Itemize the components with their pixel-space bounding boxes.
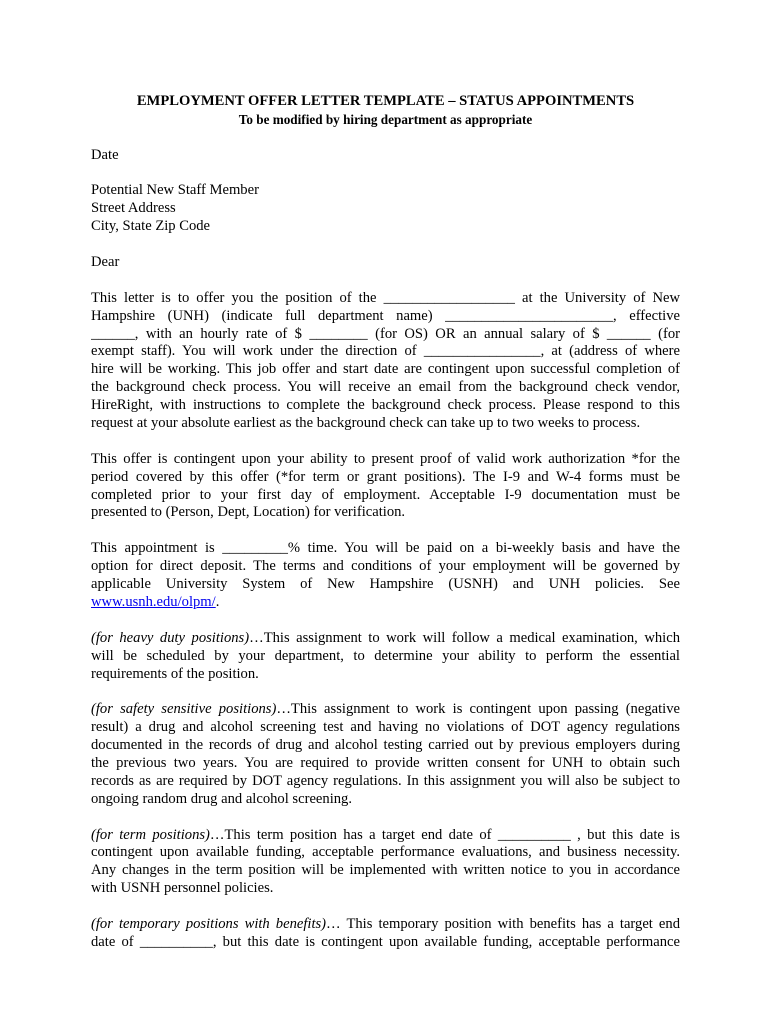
text-line [91, 737, 680, 755]
text-line [91, 576, 680, 594]
text-line [91, 827, 680, 845]
recipient-address [91, 182, 680, 236]
text-line [91, 290, 680, 308]
line-text: presented to (Person, Dept, Location) for verification. [91, 504, 406, 521]
line-text: the previous two years. You are required to provide written consent for UNH to obtain such [91, 754, 680, 771]
text-line [91, 934, 680, 952]
text-line [91, 343, 680, 361]
text-line [91, 540, 680, 558]
line-text: Any changes in the term position will be implemented with written notice to you in accordance [91, 862, 680, 879]
line-text: Hampshire (UNH) (indicate full department name) _______________________, effective [91, 307, 680, 324]
document-title: EMPLOYMENT OFFER LETTER TEMPLATE – STATUS APPOINTMENTS [136, 93, 635, 109]
line-text: option for direct deposit. The terms and conditions of your employment will be governed by [91, 558, 680, 575]
text-line [91, 308, 680, 326]
text-line [91, 791, 680, 809]
line-text: result) a drug and alcohol screening test and having no violations of DOT agency regulations [91, 719, 680, 736]
temporary-benefits-paragraph [91, 916, 680, 952]
line-text: . [215, 593, 220, 610]
address-line: Street Address [91, 200, 176, 217]
text-line [91, 844, 680, 862]
document-subtitle: To be modified by hiring department as appropriate [238, 111, 533, 127]
line-text: with USNH personnel policies. [91, 880, 274, 897]
italic-lead: (for term positions) [91, 826, 210, 843]
italic-lead: (for temporary positions with benefits) [91, 915, 327, 932]
line-text: HireRight, with instructions to complete the background check process. Please respond to this [91, 397, 680, 414]
line-text: contingent upon available funding, acceptable performance evaluations, and business necessity. [91, 844, 680, 861]
text-line [91, 469, 680, 487]
line-text: … This temporary position with benefits has a target end [326, 915, 680, 932]
salutation: Dear [91, 254, 120, 271]
line-text: ______, with an hourly rate of $ ________ (for OS) OR an annual salary of $ ______ (for [91, 325, 680, 342]
text-line [91, 773, 680, 791]
safety-sensitive-paragraph [91, 701, 680, 808]
line-text: date of __________, but this date is contingent upon available funding, acceptable performance [91, 933, 680, 950]
text-line [91, 701, 680, 719]
date-line: Date [91, 146, 119, 163]
text-line [91, 451, 680, 469]
line-text: This letter is to offer you the position of the __________________ at the University of New [91, 289, 680, 306]
offer-paragraph [91, 290, 680, 433]
text-line [91, 862, 680, 880]
text-line [91, 755, 680, 773]
text-line [91, 415, 680, 433]
text-line [91, 361, 680, 379]
term-positions-paragraph [91, 827, 680, 899]
line-text: ongoing random drug and alcohol screening. [91, 790, 352, 807]
line-text: This offer is contingent upon your ability to present proof of valid work authorization *for the [91, 450, 680, 467]
line-text: records as are required by DOT agency regulations. In this assignment you will also be subject to [91, 772, 680, 789]
text-line [91, 326, 680, 344]
line-text: exempt staff). You will work under the direction of ________________, at (address of where [91, 343, 680, 360]
line-text: This appointment is _________% time. You will be paid on a bi-weekly basis and have the [91, 540, 680, 557]
text-line [91, 487, 680, 505]
heavy-duty-paragraph [91, 630, 680, 684]
text-line [91, 379, 680, 397]
text-line [91, 594, 680, 612]
usnh-policy-link[interactable]: www.usnh.edu/olpm/ [91, 593, 216, 610]
line-text: requirements of the position. [91, 665, 259, 682]
line-text: request at your absolute earliest as the background check can take up to two weeks to process. [91, 415, 641, 432]
line-text: hire will be working. This job offer and start date are contingent upon successful completion of [91, 361, 680, 378]
text-line [91, 397, 680, 415]
text-line [91, 666, 680, 684]
line-text: …This term position has a target end date of __________ , but this date is [209, 826, 680, 843]
line-text: completed prior to your first day of employment. Acceptable I-9 documentation must be [91, 486, 680, 503]
text-line [91, 504, 680, 522]
work-authorization-paragraph [91, 451, 680, 523]
text-line [91, 880, 680, 898]
line-text: documented in the records of drug and alcohol testing carried out by previous employers during [91, 737, 680, 754]
text-line [91, 558, 680, 576]
line-text: …This assignment to work will follow a medical examination, which [249, 629, 680, 646]
line-text: will be scheduled by your department, to determine your ability to perform the essential [91, 647, 680, 664]
text-line [91, 916, 680, 934]
line-text: the background check process. You will receive an email from the background check vendor, [91, 379, 680, 396]
letter-document [91, 93, 680, 952]
line-text: period covered by this offer (*for term or grant positions). The I-9 and W-4 forms must be [91, 468, 680, 485]
italic-lead: (for heavy duty positions) [91, 629, 250, 646]
italic-lead: (for safety sensitive positions) [91, 701, 277, 718]
appointment-paragraph [91, 540, 680, 612]
line-text: …This assignment to work is contingent upon passing (negative [276, 701, 680, 718]
text-line [91, 648, 680, 666]
address-line: Potential New Staff Member [91, 182, 259, 199]
text-line [91, 719, 680, 737]
address-line: City, State Zip Code [91, 218, 211, 235]
text-line [91, 630, 680, 648]
line-text: applicable University System of New Hampshire (USNH) and UNH policies. See [91, 576, 680, 593]
